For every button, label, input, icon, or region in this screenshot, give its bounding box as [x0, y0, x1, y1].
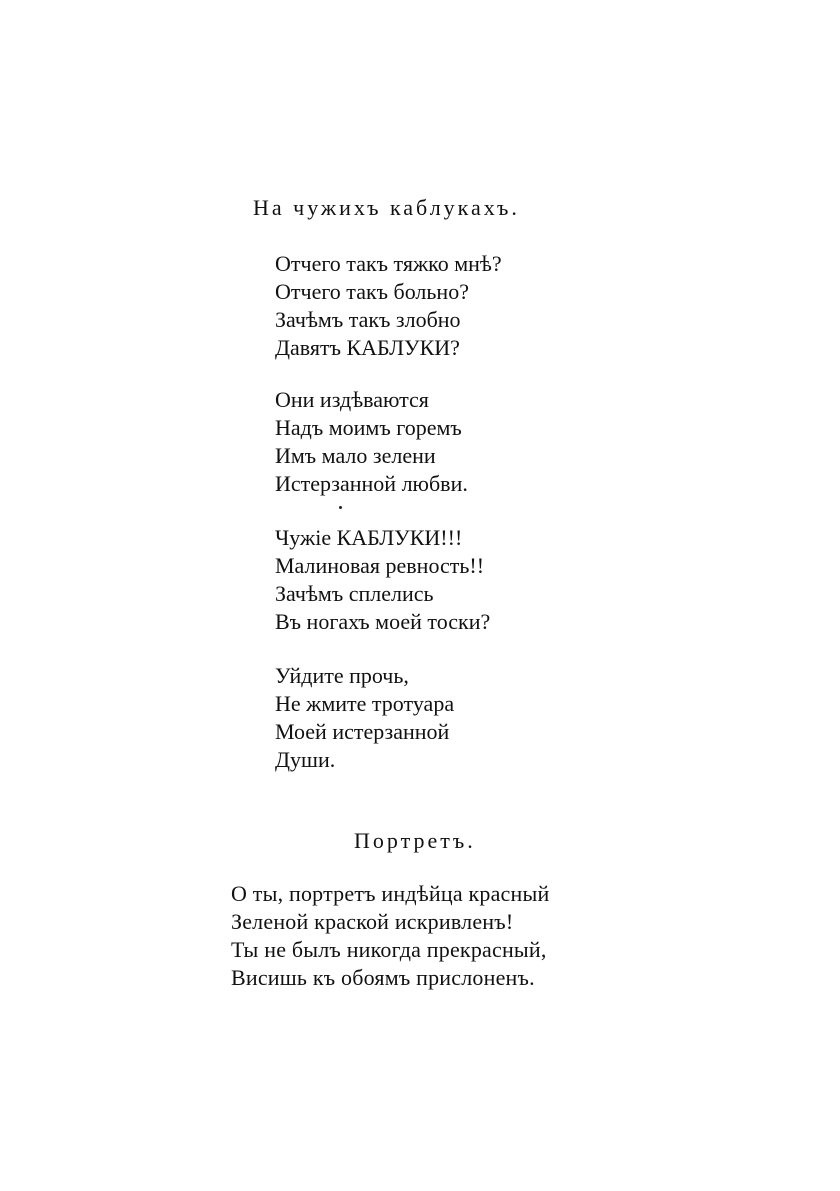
poem-line: Отчего такъ больно?	[275, 279, 469, 304]
poem-stanza	[231, 880, 549, 992]
poem-line: Зачѣмъ сплелись	[275, 581, 434, 606]
poem-line: Ты не былъ никогда прекрасный,	[231, 937, 547, 962]
poem-line: Уйдите прочь,	[275, 663, 409, 688]
poem-stanza	[275, 524, 490, 636]
poem-stanza	[275, 386, 468, 498]
poem-line: Не жмите тротуара	[275, 691, 455, 716]
poem-line: Зеленой краской искривленъ!	[231, 909, 514, 934]
poem-line: Имъ мало зелени	[275, 443, 436, 468]
poem-line: Отчего такъ тяжко мнѣ?	[275, 251, 502, 276]
print-speck	[339, 506, 342, 509]
poem-line: Истерзанной любви.	[275, 471, 468, 496]
poem-line: Зачѣмъ такъ злобно	[275, 307, 461, 332]
poem-line: Висишь къ обоямъ прислоненъ.	[231, 965, 535, 990]
poem-line: Моей истерзанной	[275, 719, 450, 744]
poem-line: Давятъ КАБЛУКИ?	[275, 335, 460, 360]
poem-line: Малиновая ревность!!	[275, 553, 485, 578]
poem-line: О ты, портретъ индѣйца красный	[231, 881, 550, 906]
poem-line: Души.	[275, 747, 336, 772]
poem-line: Въ ногахъ моей тоски?	[275, 609, 491, 634]
poem-title: На чужихъ каблукахъ.	[253, 195, 520, 220]
poem-stanza	[275, 250, 502, 362]
poem-line: Они издѣваются	[275, 387, 429, 412]
poem-line: Надъ моимъ горемъ	[275, 415, 462, 440]
poem-title: Портретъ.	[354, 828, 476, 853]
poem-stanza	[275, 662, 454, 774]
poem-line: Чужіе КАБЛУКИ!!!	[275, 525, 463, 550]
